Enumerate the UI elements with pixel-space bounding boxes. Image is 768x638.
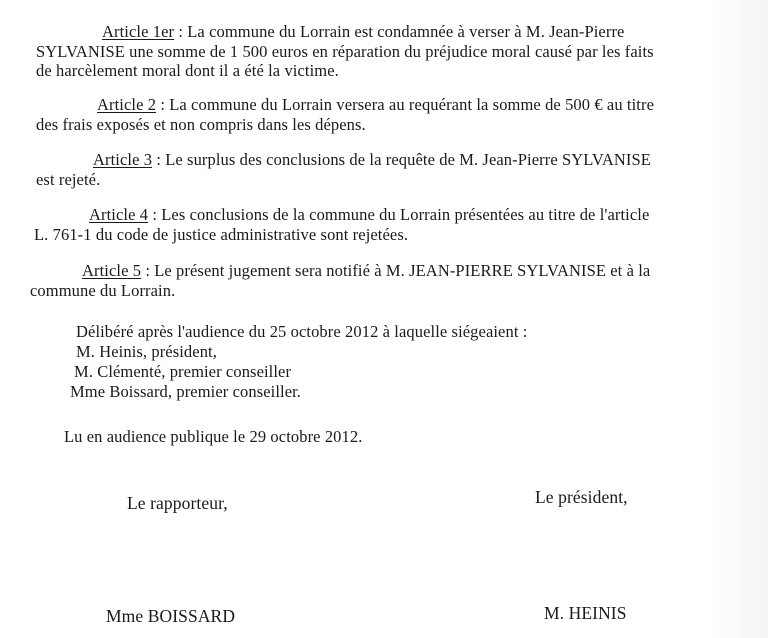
article-2-first-line [97,95,654,115]
article-1-separator: : [174,22,188,41]
article-4-label: Article 4 [89,205,149,224]
article-3-first-line [93,150,651,170]
article-3-text: Le surplus des conclusions de la requête de M. Jean-Pierre SYLVANISE [165,150,651,169]
article-4-first-line [89,205,649,225]
reading-statement: Lu en audience publique le 29 octobre 2012. [64,427,363,446]
rapporteur-title: Le rapporteur, [127,493,228,513]
deliberation-member-3: Mme Boissard, premier conseiller. [70,382,302,401]
article-3-line-2: est rejeté. [36,170,101,189]
article-1-first-line [102,22,624,42]
president-title: Le président, [535,487,628,507]
article-2-separator: : [156,95,170,114]
president-name: M. HEINIS [544,603,627,623]
article-2-line-2: des frais exposés et non compris dans les dépens. [36,115,366,134]
article-1-label: Article 1er [102,22,175,41]
article-5-label: Article 5 [82,261,142,280]
article-5-separator: : [141,261,155,280]
article-2-text: La commune du Lorrain versera au requérant la somme de 500 € au titre [169,95,654,114]
article-1-line-2: SYLVANISE une somme de 1 500 euros en réparation du préjudice moral causé par les faits [36,42,654,61]
deliberation-intro: Délibéré après l'audience du 25 octobre 2012 à laquelle siégeaient : [76,322,528,341]
article-5-first-line [82,261,650,281]
deliberation-member-1: M. Heinis, président, [76,342,217,361]
article-1-line-3: de harcèlement moral dont il a été la victime. [36,61,339,80]
article-4-separator: : [148,205,162,224]
article-4-text: Les conclusions de la commune du Lorrain présentées au titre de l'article [161,205,650,224]
deliberation-member-2: M. Clémenté, premier conseiller [74,362,292,381]
article-5-text: Le présent jugement sera notifié à M. JEAN-PIERRE SYLVANISE et à la [154,261,651,280]
article-4-line-2: L. 761-1 du code de justice administrative sont rejetées. [34,225,409,244]
article-3-label: Article 3 [93,150,153,169]
article-3-separator: : [152,150,166,169]
article-5-line-2: commune du Lorrain. [30,281,176,300]
rapporteur-name: Mme BOISSARD [106,606,236,626]
article-1-text: La commune du Lorrain est condamnée à verser à M. Jean-Pierre [187,22,625,41]
article-2-label: Article 2 [97,95,157,114]
